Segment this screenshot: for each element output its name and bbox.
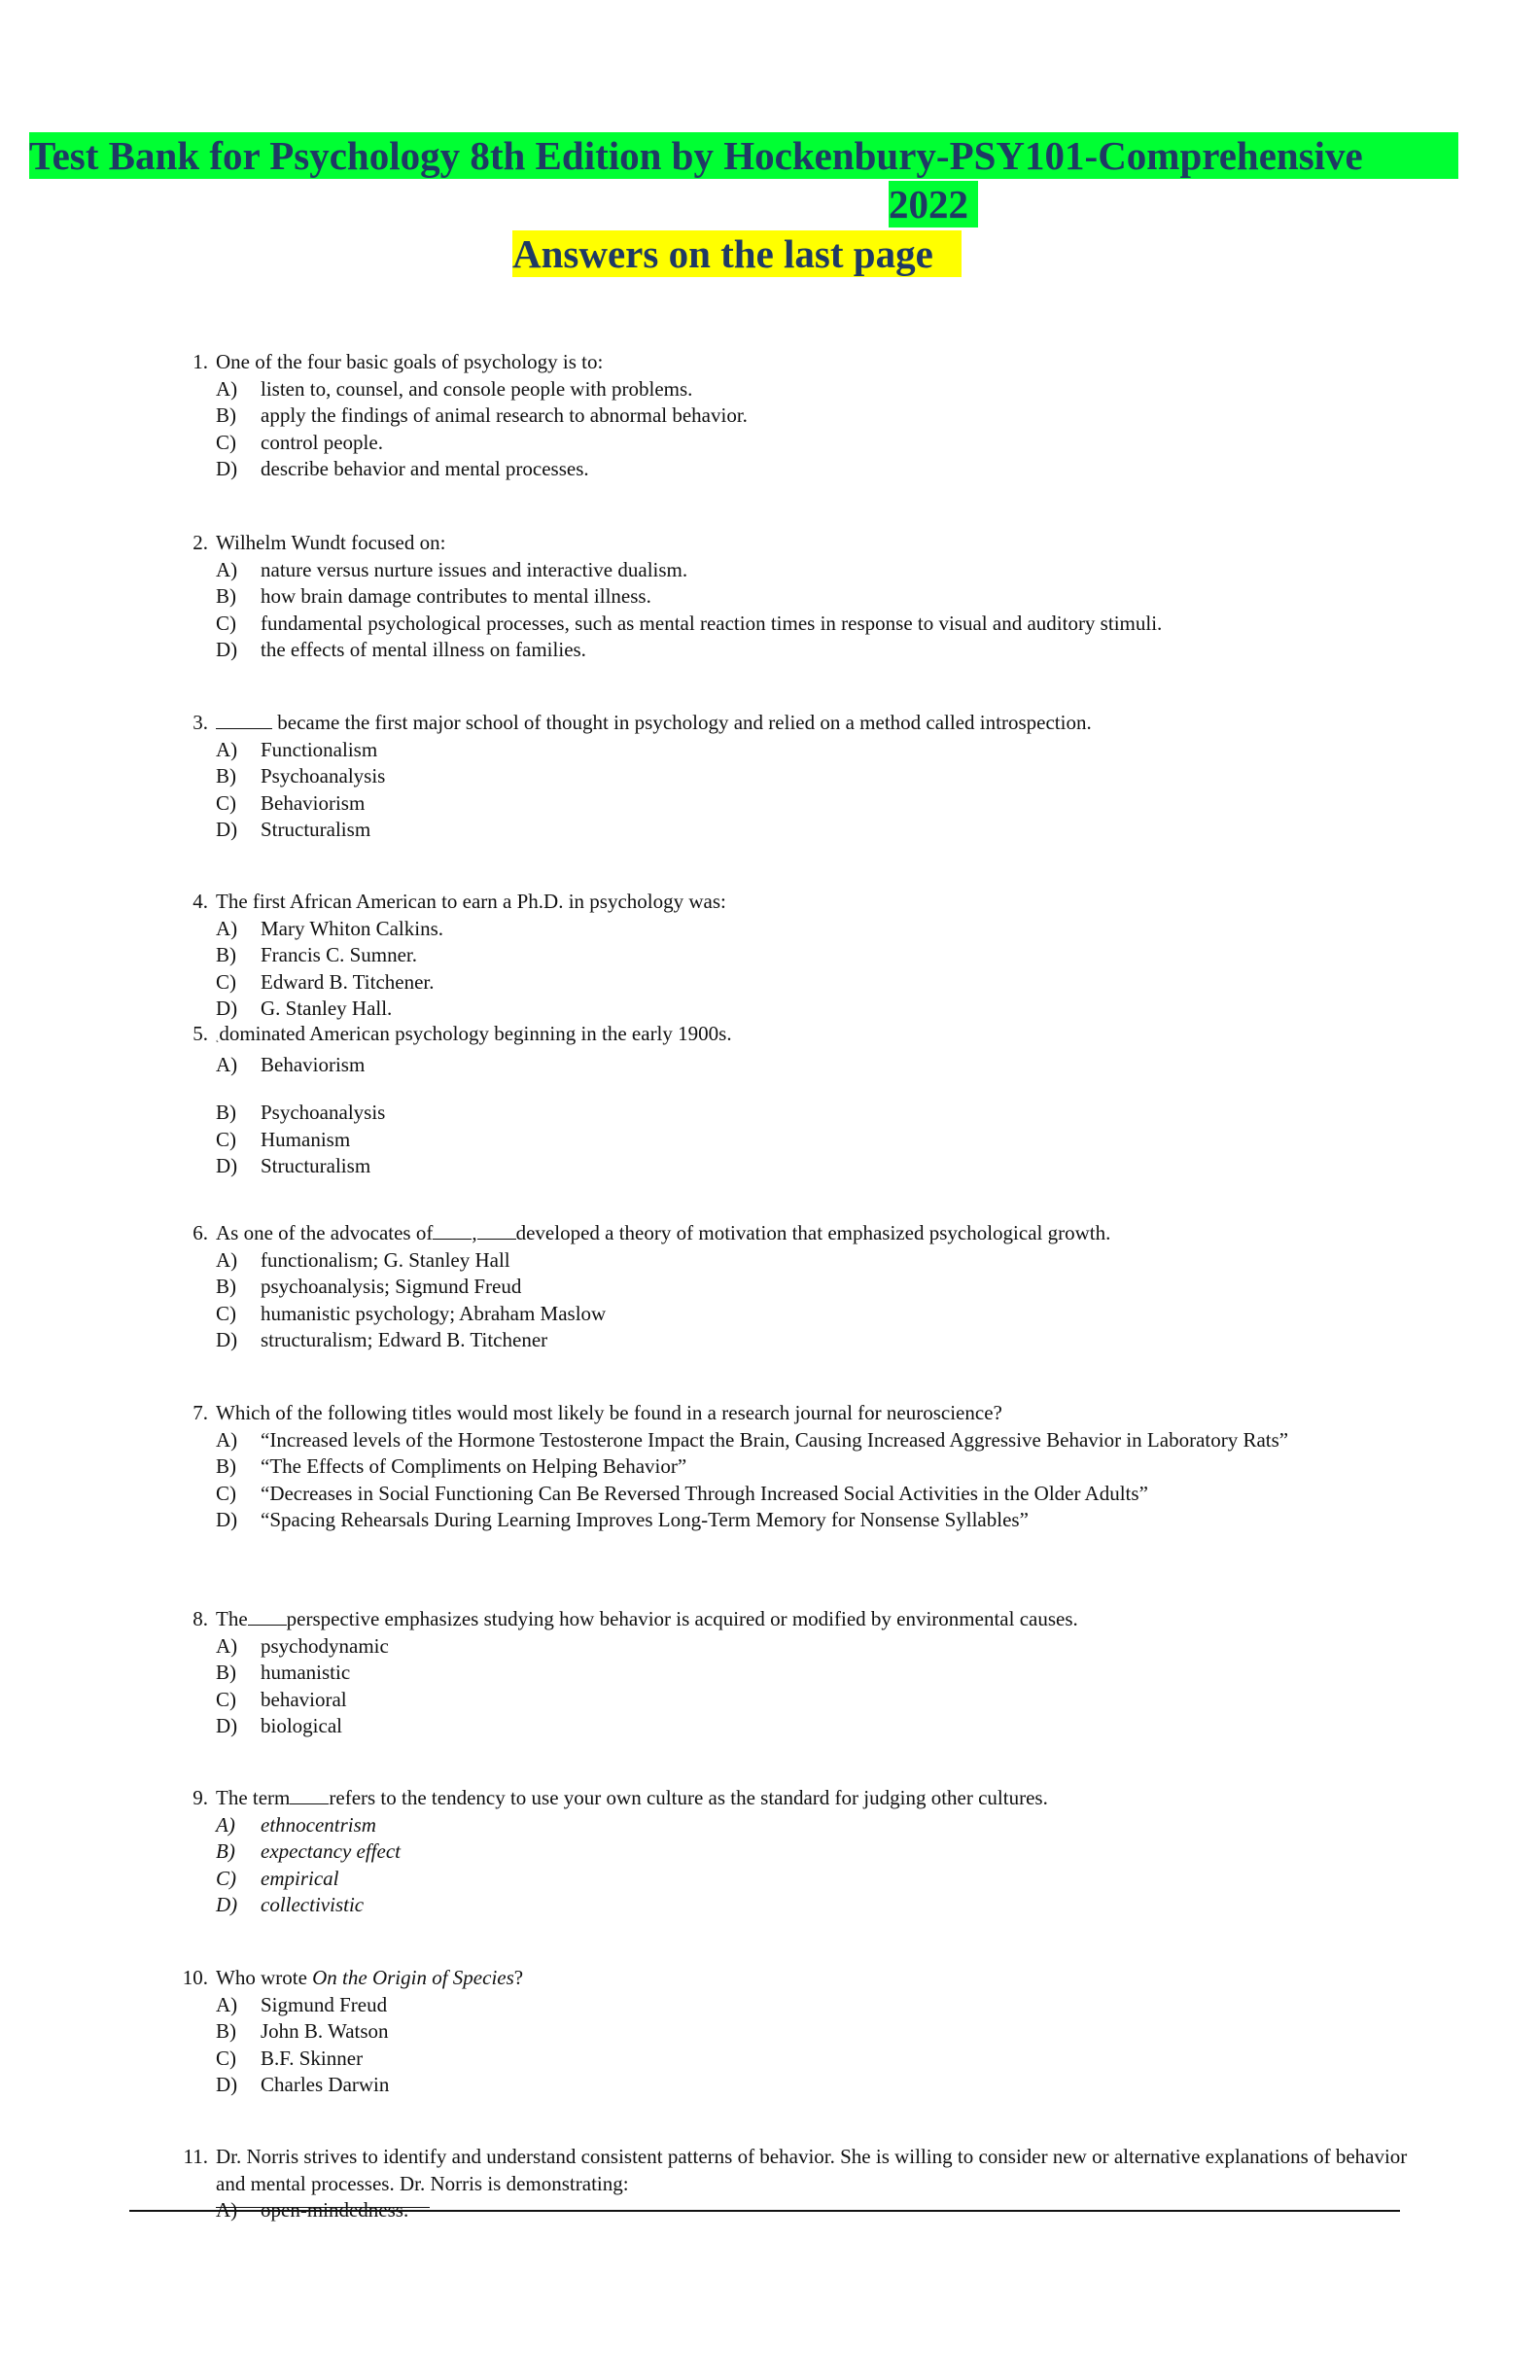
answer-option: A) “Increased levels of the Hormone Testosterone Impact the Brain, Causing Increased Aggressive Behavior in Laboratory Rats” xyxy=(216,1427,1289,1452)
answer-option: A) Sigmund Freud xyxy=(216,1992,388,2016)
question-6: 6. As one of the advocates of , developed a theory of motivation that emphasized psychological growth. A) functionalism; G. Stanley Hall B) psychoanalysis; Sigmund Freud C) humanistic psychology; Abraham Maslow D) structuralism; Edward B. Titchener xyxy=(165,1220,1410,1354)
question-number: 9. xyxy=(192,1786,208,1809)
document-title: Test Bank for Psychology 8th Edition by Hockenbury-PSY101-Comprehensive xyxy=(29,132,1458,179)
question-number: 8. xyxy=(192,1607,208,1630)
question-9: 9. The term refers to the tendency to use your own culture as the standard for judging other cultures. A) ethnocentrism B) expectancy effect C) empirical D) collectivistic xyxy=(165,1785,1410,1919)
answer-option: D) the effects of mental illness on families. xyxy=(216,638,586,661)
question-11 xyxy=(165,2144,1410,2224)
answer-option: D) G. Stanley Hall. xyxy=(216,997,393,1020)
question-8: 8. The perspective emphasizes studying how behavior is acquired or modified by environmental causes. A) psychodynamic B) humanistic C) behavioral D) biological xyxy=(165,1606,1410,1740)
answer-option: A) Behaviorism xyxy=(216,1052,366,1076)
answer-option: B) psychoanalysis; Sigmund Freud xyxy=(216,1275,522,1298)
question-stem: dominated American psychology beginning in the early 1900s. xyxy=(219,1022,732,1045)
answer-option: C) Behaviorism xyxy=(216,790,366,815)
answer-option: A) Mary Whiton Calkins. xyxy=(216,916,444,940)
book-title: On the Origin of Species xyxy=(312,1966,514,1989)
question-7 xyxy=(165,1400,1410,1534)
answer-option: B) apply the findings of animal research to abnormal behavior. xyxy=(216,403,748,427)
question-stem: One of the four basic goals of psychology is to: xyxy=(216,350,604,373)
answers-note: Answers on the last page xyxy=(512,230,962,277)
question-3 xyxy=(165,710,1410,844)
question-number: 10. xyxy=(182,1966,208,1989)
question-5: 5. ˛dominated American psychology beginning in the early 1900s. A) Behaviorism B) Psychoanalysis C) Humanism D) Structuralism xyxy=(165,1021,1410,1180)
answer-option: A) functionalism; G. Stanley Hall xyxy=(216,1247,510,1272)
question-stem: Who wrote xyxy=(216,1966,313,1989)
answer-option: C) Humanism xyxy=(216,1127,351,1151)
question-number: 5. xyxy=(192,1022,208,1045)
answer-option: B) humanistic xyxy=(216,1661,351,1684)
question-10: 10. Who wrote On the Origin of Species? A) Sigmund Freud B) John B. Watson C) B.F. Skinner D) Charles Darwin xyxy=(165,1965,1410,2099)
question-stem: As one of the advocates of xyxy=(216,1221,434,1244)
answer-option: A) nature versus nurture issues and interactive dualism. xyxy=(216,557,688,581)
answer-option: A) listen to, counsel, and console people with problems. xyxy=(216,376,693,401)
question-number: 11. xyxy=(183,2145,208,2168)
answer-option: A) ethnocentrism xyxy=(216,1812,376,1837)
question-number: 3. xyxy=(192,711,208,734)
answer-option: A) open-mindedness. xyxy=(216,2198,409,2222)
question-stem: The xyxy=(216,1607,248,1630)
fill-in-blank xyxy=(433,1221,472,1240)
fill-in-blank xyxy=(216,711,272,729)
answer-option: B) how brain damage contributes to mental illness. xyxy=(216,584,651,608)
answer-option: D) structuralism; Edward B. Titchener xyxy=(216,1328,548,1351)
answer-option: C) empirical xyxy=(216,1866,339,1890)
question-number: 4. xyxy=(192,890,208,913)
fill-in-blank xyxy=(290,1786,329,1804)
question-stem: Wilhelm Wundt focused on: xyxy=(216,531,446,554)
answer-option: B) expectancy effect xyxy=(216,1839,401,1863)
question-stem: Dr. Norris strives to identify and understand consistent patterns of behavior. She is willing to consider new or alternative explanations of behavior and mental processes. Dr. Norris is demonstrating: xyxy=(216,2145,1408,2195)
question-2 xyxy=(165,530,1410,664)
fill-in-blank xyxy=(248,1607,287,1626)
answer-option: D) biological xyxy=(216,1714,342,1737)
answer-option: D) Structuralism xyxy=(216,818,371,841)
question-4 xyxy=(165,889,1410,1023)
question-number: 2. xyxy=(192,531,208,554)
answer-option: D) collectivistic xyxy=(216,1893,365,1916)
answer-option: D) describe behavior and mental processes. xyxy=(216,457,589,480)
question-stem: Which of the following titles would most likely be found in a research journal for neuroscience? xyxy=(216,1401,1002,1424)
answer-option: C) fundamental psychological processes, such as mental reaction times in response to visual and auditory stimuli. xyxy=(216,611,1163,635)
question-stem: The term xyxy=(216,1786,291,1809)
answer-option: B) John B. Watson xyxy=(216,2019,389,2043)
answer-option: B) Psychoanalysis xyxy=(216,1101,386,1124)
question-stem: The first African American to earn a Ph.D. in psychology was: xyxy=(216,890,726,913)
answer-option: D) Charles Darwin xyxy=(216,2073,390,2096)
answer-option: B) “The Effects of Compliments on Helping Behavior” xyxy=(216,1454,687,1478)
answer-option: C) control people. xyxy=(216,430,383,454)
answer-option: C) “Decreases in Social Functioning Can Be Reversed Through Increased Social Activities in the Older Adults” xyxy=(216,1481,1148,1505)
answer-option: D) Structuralism xyxy=(216,1154,371,1177)
question-number: 1. xyxy=(192,350,208,373)
answer-option: C) Edward B. Titchener. xyxy=(216,969,435,994)
fill-in-blank xyxy=(477,1221,516,1240)
answer-option: A) psychodynamic xyxy=(216,1633,389,1658)
answer-option: C) behavioral xyxy=(216,1687,347,1711)
document-title-year: 2022 xyxy=(889,181,978,228)
question-number: 6. xyxy=(192,1221,208,1244)
answer-option: B) Francis C. Sumner. xyxy=(216,943,417,966)
strike-through-line xyxy=(216,2207,430,2208)
answer-option: C) B.F. Skinner xyxy=(216,2046,364,2070)
question-number: 7. xyxy=(192,1401,208,1424)
question-1 xyxy=(165,349,1410,483)
answer-option: D) “Spacing Rehearsals During Learning Improves Long-Term Memory for Nonsense Syllables” xyxy=(216,1508,1029,1531)
question-stem: became the first major school of thought in psychology and relied on a method called introspection. xyxy=(277,711,1092,734)
page-footer-rule xyxy=(129,2210,1400,2212)
answer-option: A) Functionalism xyxy=(216,737,378,761)
answer-option: C) humanistic psychology; Abraham Maslow xyxy=(216,1301,607,1325)
answer-option: B) Psychoanalysis xyxy=(216,764,386,788)
